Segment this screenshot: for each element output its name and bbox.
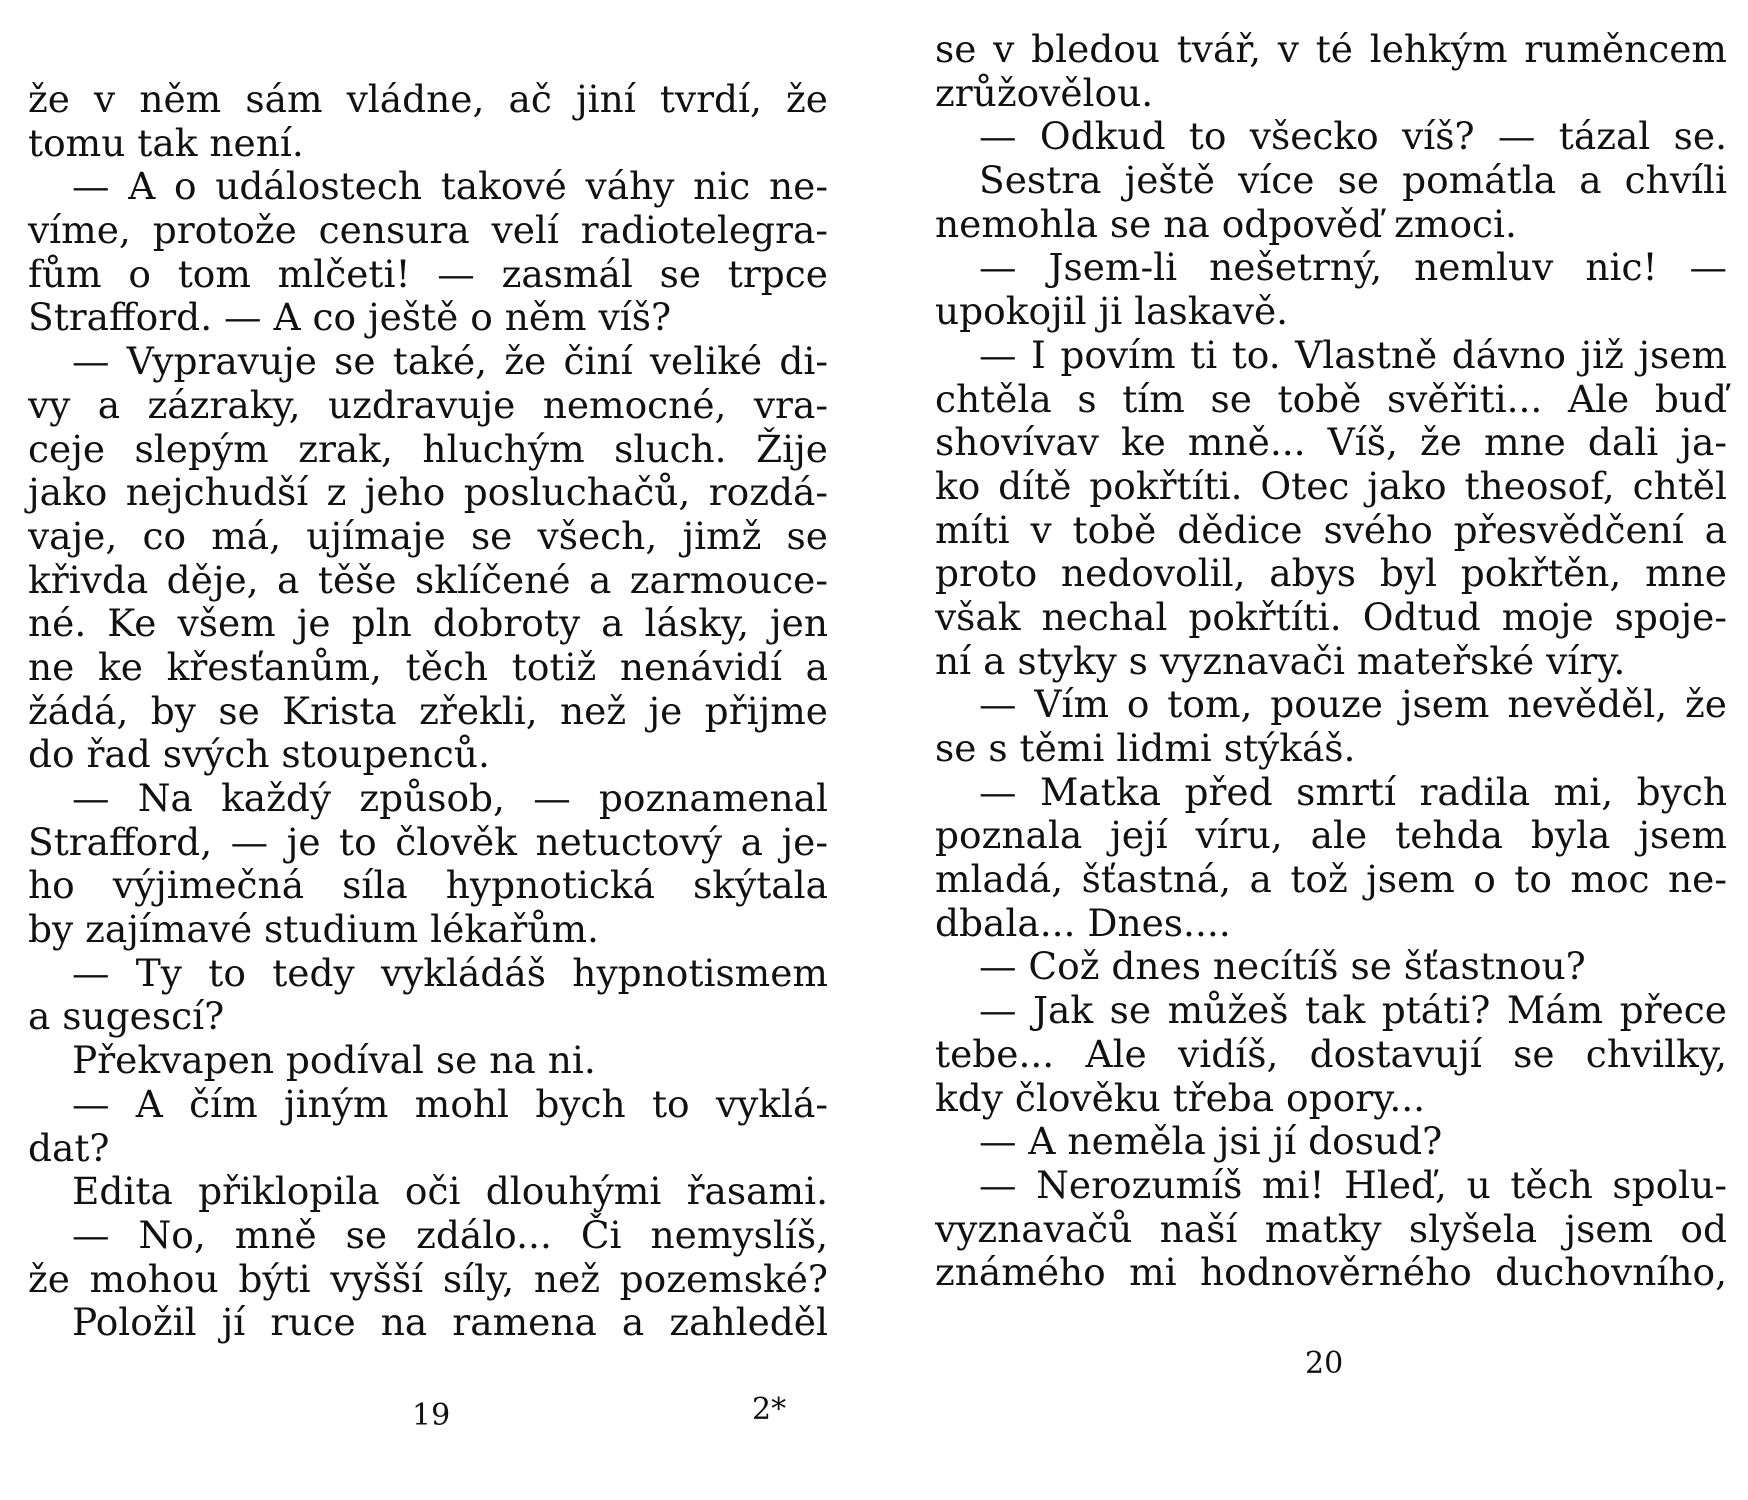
right-page-number: 20 [1305,1346,1344,1381]
text-line: — Odkud to všecko víš? — tázal se. [979,114,1727,159]
text-line: žádá, by se Krista zřekli, než je přijme [28,688,828,733]
text-line: Položil jí ruce na ramena a zahleděl [72,1300,828,1345]
text-line: křivda děje, a těše sklíčené a zarmouce- [28,557,828,602]
text-line: mladá, šťastná, a tož jsem o to moc ne- [935,857,1727,902]
text-line: — A čím jiným mohl bych to vyklá- [72,1081,828,1126]
text-line: dbala... Dnes.... [935,900,1231,945]
text-line: — Jsem-li nešetrný, nemluv nic! — [979,245,1727,290]
text-line: ní a styky s vyznavači mateřské víry. [935,638,1626,683]
text-line: Překvapen podíval se na ni. [72,1038,596,1083]
text-line: — Jak se můžeš tak ptáti? Mám přece [979,988,1727,1033]
text-line: — I povím ti to. Vlastně dávno již jsem [979,332,1727,377]
text-line: vy a zázraky, uzdravuje nemocné, vra- [28,382,828,427]
text-line: do řad svých stoupenců. [28,732,490,777]
text-line: dat? [28,1125,110,1170]
text-line: upokojil ji laskavě. [935,289,1289,334]
text-line: — Matka před smrtí radila mi, bych [979,769,1727,814]
text-line: víme, protože censura velí radiotelegra- [28,208,828,253]
text-line: — Ty to tedy vykládáš hypnotismem [72,950,828,995]
text-line: vaje, co má, ujímaje se všech, jimž se [28,513,828,558]
text-line: — Vypravuje se také, že činí veliké di- [72,339,828,384]
text-line: ceje slepým zrak, hluchým sluch. Žije [28,426,828,471]
text-line: zrůžovělou. [935,70,1154,115]
text-line: — A o událostech takové váhy nic ne- [72,164,828,209]
text-line: známého mi hodnověrného duchovního, [935,1250,1727,1295]
text-line: že v něm sám vládne, ač jiní tvrdí, že [28,77,828,121]
text-line: ho výjimečná síla hypnotická skýtala [28,863,828,908]
left-page [28,78,828,1345]
text-line: proto nedovolil, abys byl pokřtěn, mne [935,551,1727,596]
text-line: vyznavačů naší matky slyšela jsem od [935,1206,1727,1251]
text-line: Strafford. — A co ještě o něm víš? [28,295,672,340]
text-line: poznala její víru, ale tehda byla jsem [935,813,1727,858]
text-line: fům o tom mlčeti! — zasmál se trpce [28,251,828,296]
text-line: — Na každý způsob, — poznamenal [72,776,828,820]
text-line: — A neměla jsi jí dosud? [979,1119,1443,1164]
text-line: Strafford, — je to člověk netuctový a je- [28,819,828,864]
text-line: — Což dnes necítíš se šťastnou? [979,944,1586,989]
text-line: a sugescí? [28,994,225,1039]
text-line: tomu tak není. [28,120,304,165]
text-line: ne ke křesťanům, těch totiž nenávidí a [28,644,828,689]
text-line: Edita přiklopila oči dlouhými řasami. [72,1169,828,1214]
text-line: míti v tobě dědice svého přesvědčení a [935,507,1727,552]
text-line: že mohou býti vyšší síly, než pozemské? [28,1256,828,1301]
text-line: né. Ke všem je pln dobroty a lásky, jen [28,601,828,646]
left-page-number: 19 [412,1398,451,1433]
text-line: se v bledou tvář, v té lehkým ruměncem [935,27,1727,71]
text-line: tebe... Ale vidíš, dostavují se chvilky, [935,1031,1727,1076]
text-line: shovívav ke mně... Víš, že mne dali ja- [935,420,1727,465]
text-line: chtěla s tím se tobě svěřiti... Ale buď [935,376,1727,421]
text-line: — Nerozumíš mi! Hleď, u těch spolu- [979,1162,1727,1207]
text-line: nemohla se na odpověď zmoci. [935,201,1517,246]
text-line: by zajímavé studium lékařům. [28,907,599,952]
text-line: kdy člověku třeba opory... [935,1075,1426,1120]
right-page [935,28,1727,1295]
text-line: — No, mně se zdálo... Či nemyslíš, [72,1212,828,1257]
signature-mark: 2* [752,1392,787,1427]
text-line: však nechal pokřtíti. Odtud moje spoje- [935,594,1727,639]
text-line: — Vím o tom, pouze jsem nevěděl, že [979,682,1727,727]
text-line: ko dítě pokřtíti. Otec jako theosof, chtěl [935,463,1727,508]
text-line: se s těmi lidmi stýkáš. [935,726,1356,770]
text-line: Sestra ještě více se pomátla a chvíli [979,158,1727,203]
book-gutter [872,0,873,1500]
text-line: jako nejchudší z jeho posluchačů, rozdá- [28,470,828,515]
